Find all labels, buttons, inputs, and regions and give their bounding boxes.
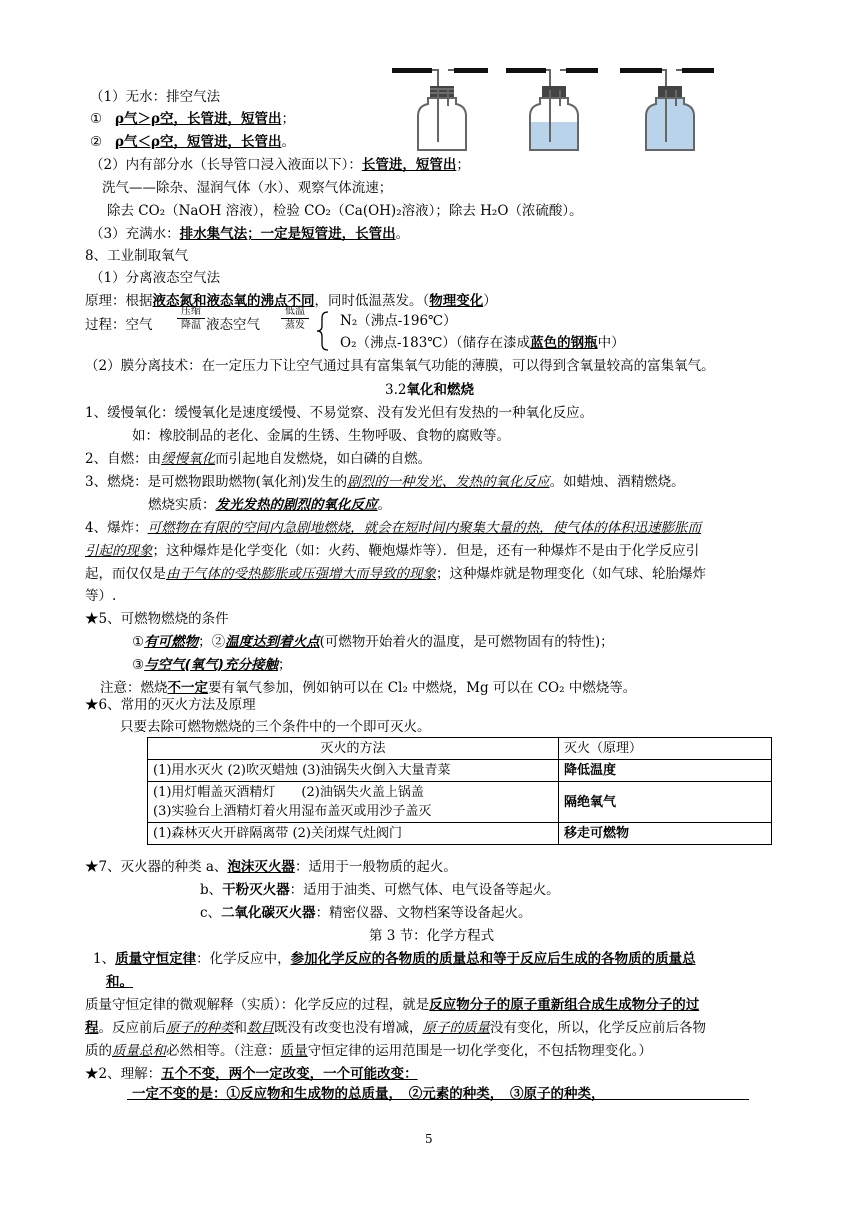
line-full-water (90, 225, 409, 243)
principle-cell: 移走可燃物 (559, 823, 772, 845)
line-process-label: 过程：空气 (85, 317, 153, 333)
rule-short-in: ρ气＜ρ空，短管进，长管出 (114, 134, 282, 150)
line-remove-co2: 除去 CO₂（NaOH 溶液），检验 CO₂（Ca(OH)₂溶液）；除去 H₂O（浓硫酸）。 (107, 203, 583, 219)
text: 。如蜡烛、酒精燃烧。 (549, 474, 685, 490)
text: 既没有改变也没有增减， (274, 1020, 423, 1036)
text: (可燃物开始着火的温度，是可燃物固有的特性)； (319, 634, 614, 650)
text: ★7、灭火器的种类 a、 (85, 859, 228, 875)
section-number: 3.2 (385, 382, 407, 398)
text: 和。 (106, 974, 133, 990)
item-combustion (85, 473, 685, 491)
conditions-line-2 (132, 656, 291, 674)
text: 原理：根据 (85, 293, 153, 309)
line-density-less (90, 133, 295, 151)
text: 。 (377, 497, 391, 513)
text: 。反应前后 (98, 1020, 166, 1036)
item-understanding (85, 1065, 418, 1083)
mass-total: 质量总和 (112, 1043, 166, 1059)
explosion-def-end: 引起的现象 (85, 543, 153, 559)
o2-boiling (340, 334, 625, 352)
conservation-def-end (106, 973, 133, 991)
item-explosion-1 (85, 519, 701, 537)
text: ③ (132, 657, 145, 673)
arrow-evaporate (281, 306, 309, 331)
text: c、 (200, 905, 222, 921)
item-combustion-essence (148, 496, 391, 514)
micro-explanation-1 (85, 996, 699, 1014)
bottle-full (620, 68, 714, 150)
header-principle: 灭火（原理） (559, 738, 772, 760)
punct: ； (281, 111, 295, 127)
page-number: 5 (425, 1132, 433, 1146)
method-cell: (1)用水灭火 (2)吹灭蜡烛 (3)油锅失火倒入大量青菜 (148, 760, 559, 782)
text: ：化学反应中， (196, 951, 291, 967)
line-no-water: （1）无水：排空气法 (90, 89, 221, 105)
arrow-bottom-label: 降温 (181, 320, 201, 331)
principle-cell: 隔绝氧气 (559, 782, 772, 823)
text: 守恒定律的运用范围是一切化学变化，不包括物理变化。） (307, 1043, 652, 1059)
text: ① (132, 634, 145, 650)
physical-explosion-def: 由于气体的受热膨胀或压强增大而导致的现象 (166, 566, 436, 582)
text: ：精密仪器、文物档案等设备起火。 (315, 905, 532, 921)
item-spontaneous-combustion (85, 450, 431, 468)
divider (127, 1099, 749, 1100)
item-explosion-3 (85, 565, 706, 583)
text: 质量守恒定律的微观解释（实质）：化学反应的过程，就是 (85, 997, 430, 1013)
rule-partial: 长管进，短管出 (361, 157, 457, 173)
line-membrane: （2）膜分离技术：在一定压力下让空气通过具有富集氧气功能的薄膜，可以得到含氧量较高的富集氧气。 (85, 358, 715, 374)
rule-long-in: ρ气＞ρ空，长管进，短管出 (114, 111, 282, 127)
fire-extinguishing-intro: 只要去除可燃物燃烧的三个条件中的一个即可灭火。 (120, 719, 431, 735)
text: （3）充满水： (90, 226, 180, 242)
text: ，同时低温蒸发。（ (314, 293, 430, 309)
text: 起，而仅仅是 (85, 566, 166, 582)
text: 和 (233, 1020, 247, 1036)
line-density-greater (90, 110, 295, 128)
atom-type: 原子的种类 (166, 1020, 234, 1036)
item-slow-oxidation-examples: 如：橡胶制品的老化、金属的生锈、生物呼吸、食物的腐败等。 (132, 428, 510, 444)
ignition-point: 温度达到着火点 (225, 634, 320, 650)
conservation-def: 参加化学反应的各物质的质量总和等于反应后生成的各物质的质量总 (290, 951, 696, 967)
text: 质的 (85, 1043, 112, 1059)
section-title-3: 第 3 节：化学方程式 (369, 928, 495, 944)
powder-extinguisher: 干粉灭火器 (222, 882, 290, 898)
text: 1、 (93, 951, 116, 967)
text: 燃烧实质： (148, 497, 216, 513)
item-conservation-law (93, 950, 696, 968)
principle-cell: 降低温度 (559, 760, 772, 782)
combustible: 有可燃物 (144, 634, 199, 650)
text: 2、自燃：由 (85, 451, 162, 467)
text: ； (277, 657, 292, 673)
text: ★2、理解： (85, 1066, 162, 1082)
co2-extinguisher: 二氧化碳灭火器 (221, 905, 316, 921)
table-row (148, 782, 772, 823)
micro-explanation-3 (85, 1042, 652, 1060)
conservation-term: 质量守恒定律 (115, 951, 197, 967)
extinguisher-b (200, 881, 560, 899)
item-combustion-conditions: ★5、可燃物燃烧的条件 (85, 611, 229, 627)
arrow-top-label: 压缩 (181, 306, 201, 317)
table-row (148, 823, 772, 845)
not-necessarily: 不一定 (167, 680, 208, 696)
text: ） (483, 293, 497, 309)
table-row (148, 760, 772, 782)
text: 要有氧气参加，例如钠可以在 Cl₂ 中燃烧，Mg 可以在 CO₂ 中燃烧等。 (208, 680, 637, 696)
circled-1: ① (90, 111, 103, 127)
punct: 。 (395, 226, 410, 242)
item-explosion-4: 等）. (85, 588, 117, 604)
text: 而引起地自发燃烧，如白磷的自燃。 (215, 451, 432, 467)
table-header-row (148, 738, 772, 760)
extinguisher-c (200, 904, 532, 922)
bottle-partly-filled (506, 68, 598, 150)
arrow-compress (177, 306, 205, 331)
physical-change: 物理变化 (429, 293, 484, 309)
foam-extinguisher: 泡沫灭火器 (227, 859, 295, 875)
fire-method-table (147, 737, 772, 845)
method-line: (3)实验台上酒精灯着火用湿布盖灭或用沙子盖灭 (153, 804, 432, 819)
explosion-def: 可燃物在有限的空间内急剧地燃烧，就会在短时间内聚集大量的热，使气体的体积迅速膨胀而 (147, 520, 702, 536)
punct: ； (456, 157, 470, 173)
arrow-bottom-label: 蒸发 (285, 320, 305, 331)
header-method: 灭火的方法 (148, 738, 559, 760)
text: 必然相等。（注意： (166, 1043, 281, 1059)
n2-boiling: N₂（沸点-196℃） (340, 313, 457, 329)
circled-2: ② (90, 134, 103, 150)
arrow-top-label: 低温 (285, 306, 305, 317)
atom-mass: 原子的质量 (422, 1020, 490, 1036)
item-fire-extinguishing: ★6、常用的灭火方法及原理 (85, 697, 256, 713)
five-unchanged: 五个不变，两个一定改变，一个可能改变： (161, 1066, 418, 1082)
combustion-def: 剧烈的一种发光、发热的氧化反应 (347, 474, 550, 490)
text: 注意：燃烧 (100, 680, 168, 696)
section-title-3-2 (385, 381, 474, 399)
contact-oxygen: 与空气(氧气)充分接触 (144, 657, 278, 673)
line-liquid-air: （1）分离液态空气法 (90, 270, 221, 286)
item-slow-oxidation: 1、缓慢氧化：缓慢氧化是速度缓慢、不易觉察、没有发光但有发热的一种氧化反应。 (85, 405, 594, 421)
conditions-line-1 (132, 633, 614, 651)
text: ；② (198, 634, 226, 650)
text: 4、爆炸： (85, 520, 148, 536)
text: 没有变化，所以，化学反应前后各物 (490, 1020, 706, 1036)
method-line: (1)用灯帽盖灭酒精灯 (2)油锅失火盖上锅盖 (153, 785, 424, 800)
text: O₂（沸点-183℃）（储存在漆成 (340, 335, 531, 351)
rule-full: 排水集气法；一定是短管进，长管出 (179, 226, 396, 242)
line-partial-water (90, 156, 470, 174)
conditions-note (100, 679, 636, 697)
gas-bottles-figure (388, 62, 718, 158)
text: ：适用于油类、可燃气体、电气设备等起火。 (289, 882, 560, 898)
atom-number: 数目 (247, 1020, 274, 1036)
text: 程 (85, 1020, 99, 1036)
section-name: 氧化和燃烧 (406, 382, 474, 398)
bottle-empty (392, 68, 488, 150)
micro-explanation-2 (85, 1019, 706, 1037)
liquid-air: 液态空气 (206, 317, 260, 333)
method-cell: (1)森林灭火开辟隔离带 (2)关闭煤气灶阀门 (148, 823, 559, 845)
text: b、 (200, 882, 223, 898)
combustion-essence: 发光发热的剧烈的氧化反应 (215, 497, 378, 513)
text: 中） (597, 335, 625, 351)
punct: 。 (281, 134, 295, 150)
unchanged-list: 一定不变的是：①反应物和生成物的总质量， ②元素的种类， ③原子的种类， (132, 1086, 605, 1102)
heading-industrial-oxygen: 8、工业制取氧气 (85, 248, 189, 264)
text: ；这种爆炸就是物理变化（如气球、轮胎爆炸 (436, 566, 706, 582)
item-extinguisher-types (85, 858, 457, 876)
boiling-point-diff: 液态氮和液态氧的沸点不同 (152, 293, 315, 309)
atom-regroup: 反应物分子的原子重新组合成生成物分子的过 (429, 997, 700, 1013)
blue-cylinder: 蓝色的钢瓶 (530, 335, 598, 351)
text: ；这种爆炸是化学变化（如：火药、鞭炮爆炸等）．但是，还有一种爆炸不是由于化学反应引 (152, 543, 700, 559)
item-explosion-2 (85, 542, 699, 560)
brace-icon (314, 310, 330, 352)
slow-oxidation-term: 缓慢氧化 (161, 451, 216, 467)
text: ：适用于一般物质的起火。 (294, 859, 457, 875)
text: 3、燃烧：是可燃物跟助燃物(氧化剂)发生的 (85, 474, 348, 490)
mass-word: 质量 (280, 1043, 308, 1059)
line-wash-gas: 洗气——除杂、湿润气体（水）、观察气体流速； (102, 180, 393, 196)
text: （2）内有部分水（长导管口浸入液面以下）： (90, 157, 362, 173)
method-cell (148, 782, 559, 823)
